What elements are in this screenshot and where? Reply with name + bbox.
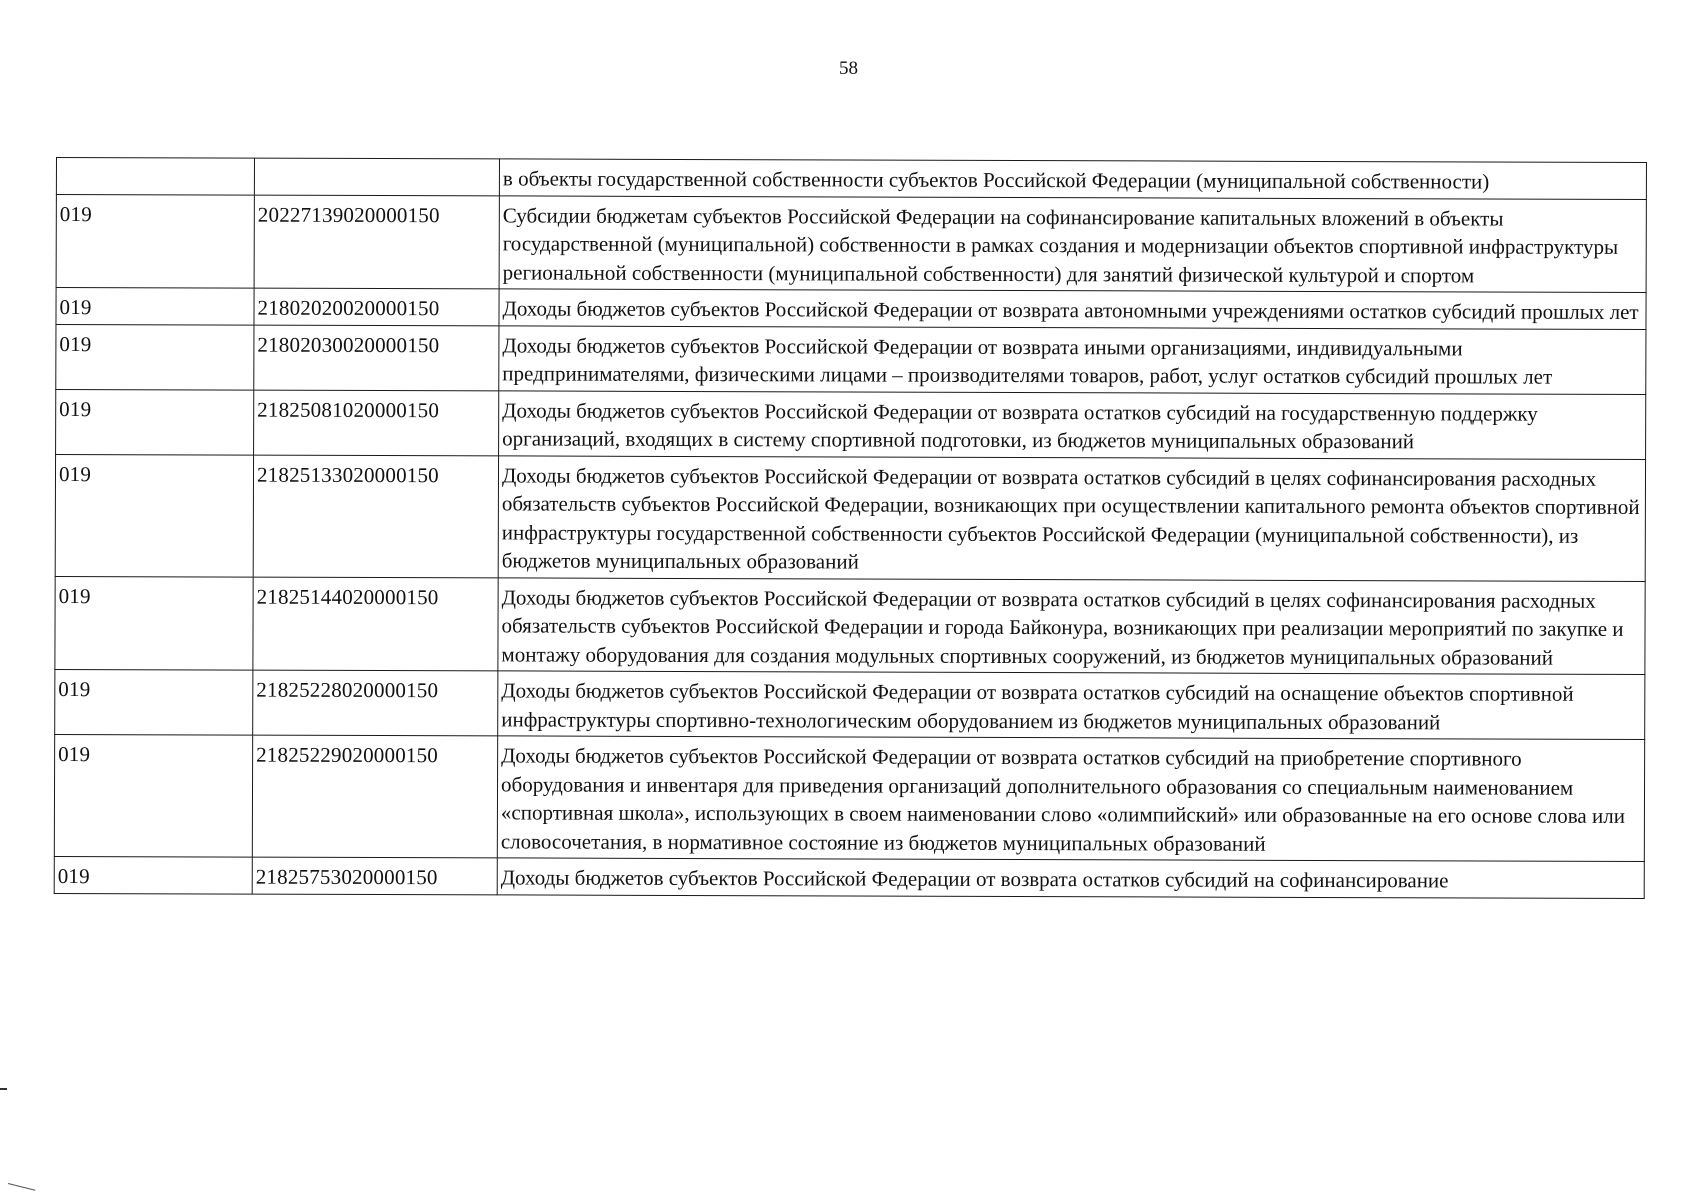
administrator-code-cell: 019 [54,856,252,893]
income-code-cell: 21825753020000150 [252,857,497,894]
table-row [56,288,1646,329]
income-code-cell: 21825229020000150 [252,735,497,858]
table-row [56,324,1646,394]
scan-stray-stroke [8,1183,35,1191]
income-code-cell [254,158,499,195]
income-code-cell: 20227139020000150 [254,195,499,289]
income-name-cell: в объекты государственной собственности субъектов Российской Федерации (муниципальной собственности) [499,159,1646,199]
administrator-code-cell: 019 [56,194,254,288]
table-row [56,194,1646,292]
administrator-code-cell: 019 [56,389,254,455]
scan-margin-mark [0,1088,7,1090]
table-row [55,576,1645,674]
income-code-cell: 21825228020000150 [253,670,498,736]
income-name-cell: Доходы бюджетов субъектов Российской Федерации от возврата остатков субсидий на приобретение спортивного оборудования и инвентаря для приведения организаций дополнительного образования со специальным наименованием «спортивная школа», использующих в своем наименовании слово «олимпийский» или образованные на его основе слова или словосочетания, в нормативное состояние из бюджетов муниципальных образований [497,736,1644,862]
table-row [55,669,1645,739]
budget-classification-table [54,157,1647,898]
income-name-cell: Доходы бюджетов субъектов Российской Федерации от возврата остатков субсидий на государственную поддержку организаций, входящих в систему спортивной подготовки, из бюджетов муниципальных образований [499,390,1646,459]
administrator-code-cell: 019 [55,669,253,735]
income-name-cell: Субсидии бюджетам субъектов Российской Федерации на софинансирование капитальных вложений в объекты государственной (муниципальной) собственности в рамках создания и модернизации объектов спортивной инфраструктуры региональной собственности (муниципальной собственности) для занятий физической культурой и спортом [499,195,1646,292]
income-code-cell: 21825133020000150 [253,455,498,578]
income-name-cell: Доходы бюджетов субъектов Российской Федерации от возврата остатков субсидий на оснащение объектов спортивной инфраструктуры спортивно-технологическим оборудованием из бюджетов муниципальных образований [498,671,1645,740]
income-name-cell: Доходы бюджетов субъектов Российской Федерации от возврата иными организациями, индивидуальными предпринимателями, физическими лицами – производителями товаров, работ, услуг остатков субсидий прошлых лет [499,325,1646,394]
income-code-cell: 21802020020000150 [254,288,499,325]
administrator-code-cell: 019 [55,576,253,670]
table-row [56,158,1646,199]
income-name-cell: Доходы бюджетов субъектов Российской Федерации от возврата остатков субсидий на софинансирование [497,858,1644,898]
administrator-code-cell [56,158,254,195]
income-name-cell: Доходы бюджетов субъектов Российской Федерации от возврата остатков субсидий в целях софинансирования расходных обязательств субъектов Российской Федерации, возникающих при осуществлении капитального ремонта объектов спортивной инфраструктуры государственной собственности субъектов Российской Федерации (муниципальной собственности), из бюджетов муниципальных образований [498,455,1645,581]
page-number: 58 [839,58,858,79]
income-name-cell: Доходы бюджетов субъектов Российской Федерации от возврата автономными учреждениями остатков субсидий прошлых лет [499,289,1646,329]
income-code-cell: 21825144020000150 [253,577,498,671]
administrator-code-cell: 019 [56,288,254,325]
administrator-code-cell: 019 [54,734,252,857]
table-row [54,856,1644,897]
administrator-code-cell: 019 [56,324,254,390]
income-code-cell: 21802030020000150 [254,325,499,391]
table-row [54,734,1644,861]
income-code-cell: 21825081020000150 [254,390,499,456]
table-row [56,389,1646,459]
administrator-code-cell: 019 [55,454,253,577]
income-name-cell: Доходы бюджетов субъектов Российской Федерации от возврата остатков субсидий в целях софинансирования расходных обязательств субъектов Российской Федерации и города Байконура, возникающих при реализации мероприятий по закупке и монтажу оборудования для создания модульных спортивных сооружений, из бюджетов муниципальных образований [498,577,1645,674]
table-row [55,454,1645,581]
